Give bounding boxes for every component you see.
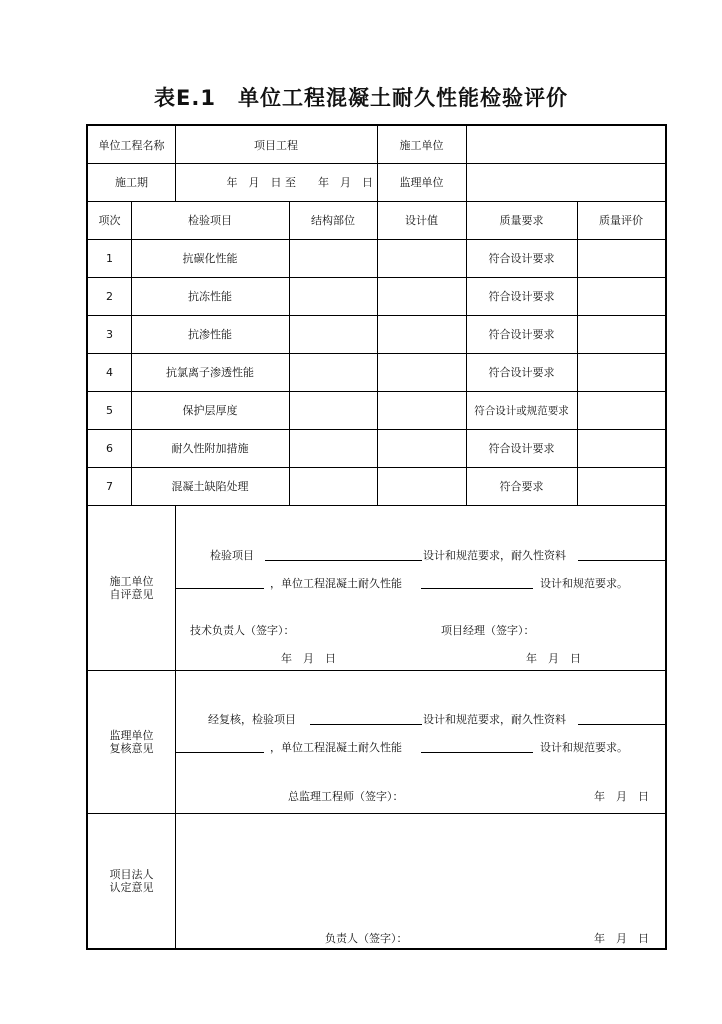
self-eval-docs-blank[interactable] [578, 560, 665, 561]
supervision-label [88, 670, 175, 813]
row-no: 2 [106, 289, 113, 303]
owner-signature-label: 负责人（签字）： [325, 932, 408, 945]
table-code: 表E.1 [154, 86, 216, 110]
contractor-label: 施工单位 [399, 138, 444, 152]
supervision-docs-blank[interactable] [578, 724, 665, 725]
row-evaluation[interactable] [577, 239, 665, 277]
row-evaluation[interactable] [577, 277, 665, 315]
row-item: 抗氯离子渗透性能 [166, 366, 254, 379]
owner-label-line1: 项目法人 [109, 867, 154, 881]
supervision-line1-prefix: 经复核，检验项目 [208, 713, 296, 726]
row-requirement: 符合设计或规范要求 [474, 404, 569, 417]
row-design[interactable] [377, 467, 466, 505]
row-part[interactable] [289, 467, 377, 505]
header-part: 结构部位 [311, 214, 355, 227]
row-part[interactable] [289, 429, 377, 467]
owner-label-line2: 认定意见 [109, 880, 154, 894]
row-design[interactable] [377, 429, 466, 467]
supervisor-label: 监理单位 [399, 176, 444, 189]
row-requirement: 符合设计要求 [488, 366, 555, 379]
row-no: 6 [106, 441, 113, 455]
self-eval-label-line1: 施工单位 [109, 574, 154, 588]
project-name-value[interactable]: 项目工程 [254, 138, 298, 152]
row-evaluation[interactable] [577, 391, 665, 429]
row-design[interactable] [377, 315, 466, 353]
table-title-text: 单位工程混凝土耐久性能检验评价 [237, 86, 568, 110]
header-design: 设计值 [405, 214, 438, 227]
row-item: 保护层厚度 [182, 404, 238, 417]
row-design[interactable] [377, 277, 466, 315]
period-value[interactable]: 年 月 日 至 年 月 日 [226, 176, 373, 189]
project-name-label: 单位工程名称 [98, 138, 165, 152]
row-item: 抗碳化性能 [182, 252, 238, 265]
row-requirement: 符合要求 [499, 480, 544, 493]
row-part[interactable] [289, 315, 377, 353]
self-eval-line2-end: 设计和规范要求。 [540, 577, 628, 590]
row-no: 5 [106, 403, 113, 417]
supervision-label-line2: 复核意见 [109, 741, 154, 755]
row-no: 1 [106, 251, 113, 265]
row-requirement: 符合设计要求 [488, 290, 555, 303]
row-evaluation[interactable] [577, 315, 665, 353]
self-eval-date-1: 年 月 日 [281, 652, 336, 665]
supervision-result-blank[interactable] [421, 752, 533, 753]
contractor-value[interactable] [466, 126, 665, 163]
row-requirement: 符合设计要求 [488, 442, 555, 455]
supervision-line2-mid: ，单位工程混凝土耐久性能 [270, 741, 402, 754]
owner-date: 年 月 日 [594, 932, 649, 945]
row-no: 3 [106, 327, 113, 341]
supervision-items-blank[interactable] [310, 724, 422, 725]
self-eval-line1-mid: 设计和规范要求，耐久性资料 [423, 549, 566, 562]
row-requirement: 符合设计要求 [488, 252, 555, 265]
row-requirement: 符合设计要求 [488, 328, 555, 341]
row-evaluation[interactable] [577, 467, 665, 505]
pm-signature-label: 项目经理（签字）： [441, 624, 535, 637]
row-design[interactable] [377, 239, 466, 277]
header-no: 项次 [98, 214, 121, 227]
header-requirement: 质量要求 [499, 214, 544, 227]
row-item: 耐久性附加措施 [171, 442, 249, 455]
row-evaluation[interactable] [577, 429, 665, 467]
row-no: 4 [106, 365, 113, 379]
row-design[interactable] [377, 391, 466, 429]
grid-line [175, 505, 176, 948]
self-eval-line1-prefix: 检验项目 [210, 549, 254, 562]
supervision-docs-blank-cont[interactable] [176, 752, 264, 753]
self-eval-result-blank[interactable] [421, 588, 533, 589]
self-eval-date-2: 年 月 日 [526, 652, 581, 665]
self-eval-docs-blank-cont[interactable] [176, 588, 264, 589]
header-item: 检验项目 [188, 214, 232, 227]
row-item: 混凝土缺陷处理 [171, 480, 249, 493]
self-eval-label [88, 505, 175, 670]
row-evaluation[interactable] [577, 353, 665, 391]
row-item: 抗冻性能 [188, 290, 232, 303]
chief-supervisor-signature-label: 总监理工程师（签字）： [288, 790, 404, 803]
supervision-date: 年 月 日 [594, 790, 649, 803]
self-eval-line2-mid: ，单位工程混凝土耐久性能 [270, 577, 402, 590]
header-evaluation: 质量评价 [599, 214, 643, 227]
row-no: 7 [106, 479, 113, 493]
period-label: 施工期 [115, 176, 148, 189]
row-item: 抗渗性能 [188, 328, 232, 341]
row-part[interactable] [289, 239, 377, 277]
tech-lead-signature-label: 技术负责人（签字）： [190, 624, 295, 637]
self-eval-label-line2: 自评意见 [109, 587, 154, 601]
owner-label [88, 813, 175, 948]
page-title [0, 82, 722, 112]
row-part[interactable] [289, 391, 377, 429]
evaluation-form [86, 124, 667, 950]
supervision-line2-end: 设计和规范要求。 [540, 741, 628, 754]
row-part[interactable] [289, 353, 377, 391]
supervisor-value[interactable] [466, 163, 665, 201]
supervision-line1-mid: 设计和规范要求，耐久性资料 [423, 713, 566, 726]
row-design[interactable] [377, 353, 466, 391]
row-part[interactable] [289, 277, 377, 315]
supervision-label-line1: 监理单位 [109, 728, 154, 742]
self-eval-items-blank[interactable] [265, 560, 422, 561]
